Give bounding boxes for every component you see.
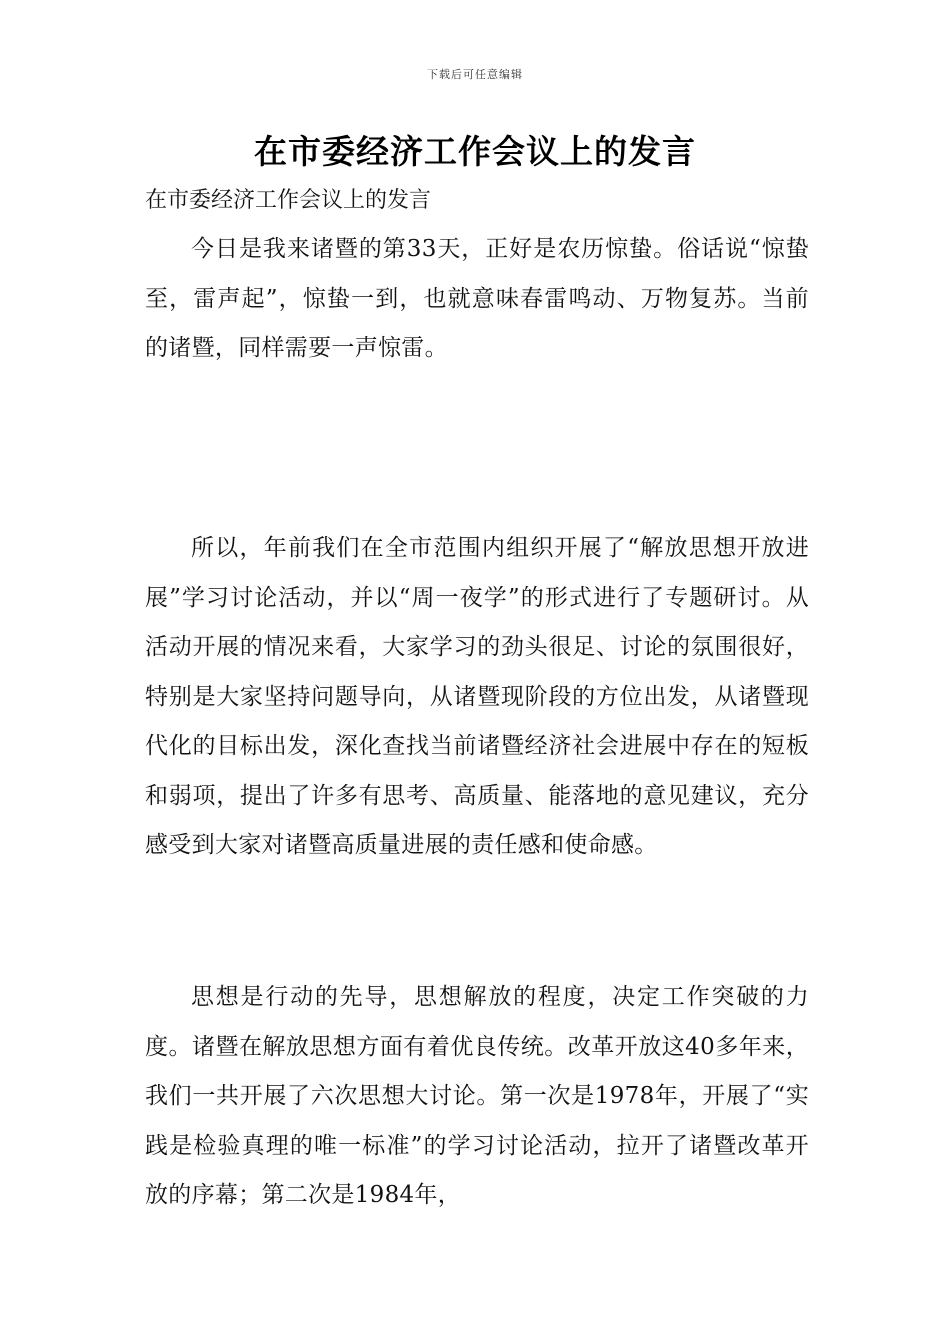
paragraph-1: 今日是我来诸暨的第33天，正好是农历惊蛰。俗话说“惊蛰至，雷声起”，惊蛰一到，也就意味春雷鸣动、万物复苏。当前的诸暨，同样需要一声惊雷。 [145,236,809,361]
document-subtitle: 在市委经济工作会议上的发言 [145,188,432,213]
document-title: 在市委经济工作会议上的发言 [254,132,696,171]
paragraph-3: 思想是行动的先导，思想解放的程度，决定工作突破的力度。诸暨在解放思想方面有着优良传统。改革开放这40多年来，我们一共开展了六次思想大讨论。第一次是1978年，开展了“实践是检验真理的唯一标准”的学习讨论活动，拉开了诸暨改革开放的序幕；第二次是1984年， [145,984,809,1208]
paragraph-2: 所以，年前我们在全市范围内组织开展了“解放思想开放进展”学习讨论活动，并以“周一夜学”的形式进行了专题研讨。从活动开展的情况来看，大家学习的劲头很足、讨论的氛围很好，特别是大家坚持问题导向，从诸暨现阶段的方位出发，从诸暨现代化的目标出发，深化查找当前诸暨经济社会进展中存在的短板和弱项，提出了许多有思考、高质量、能落地的意见建议，充分感受到大家对诸暨高质量进展的责任感和使命感。 [145,535,809,858]
header-note: 下载后可任意编辑 [427,68,523,81]
